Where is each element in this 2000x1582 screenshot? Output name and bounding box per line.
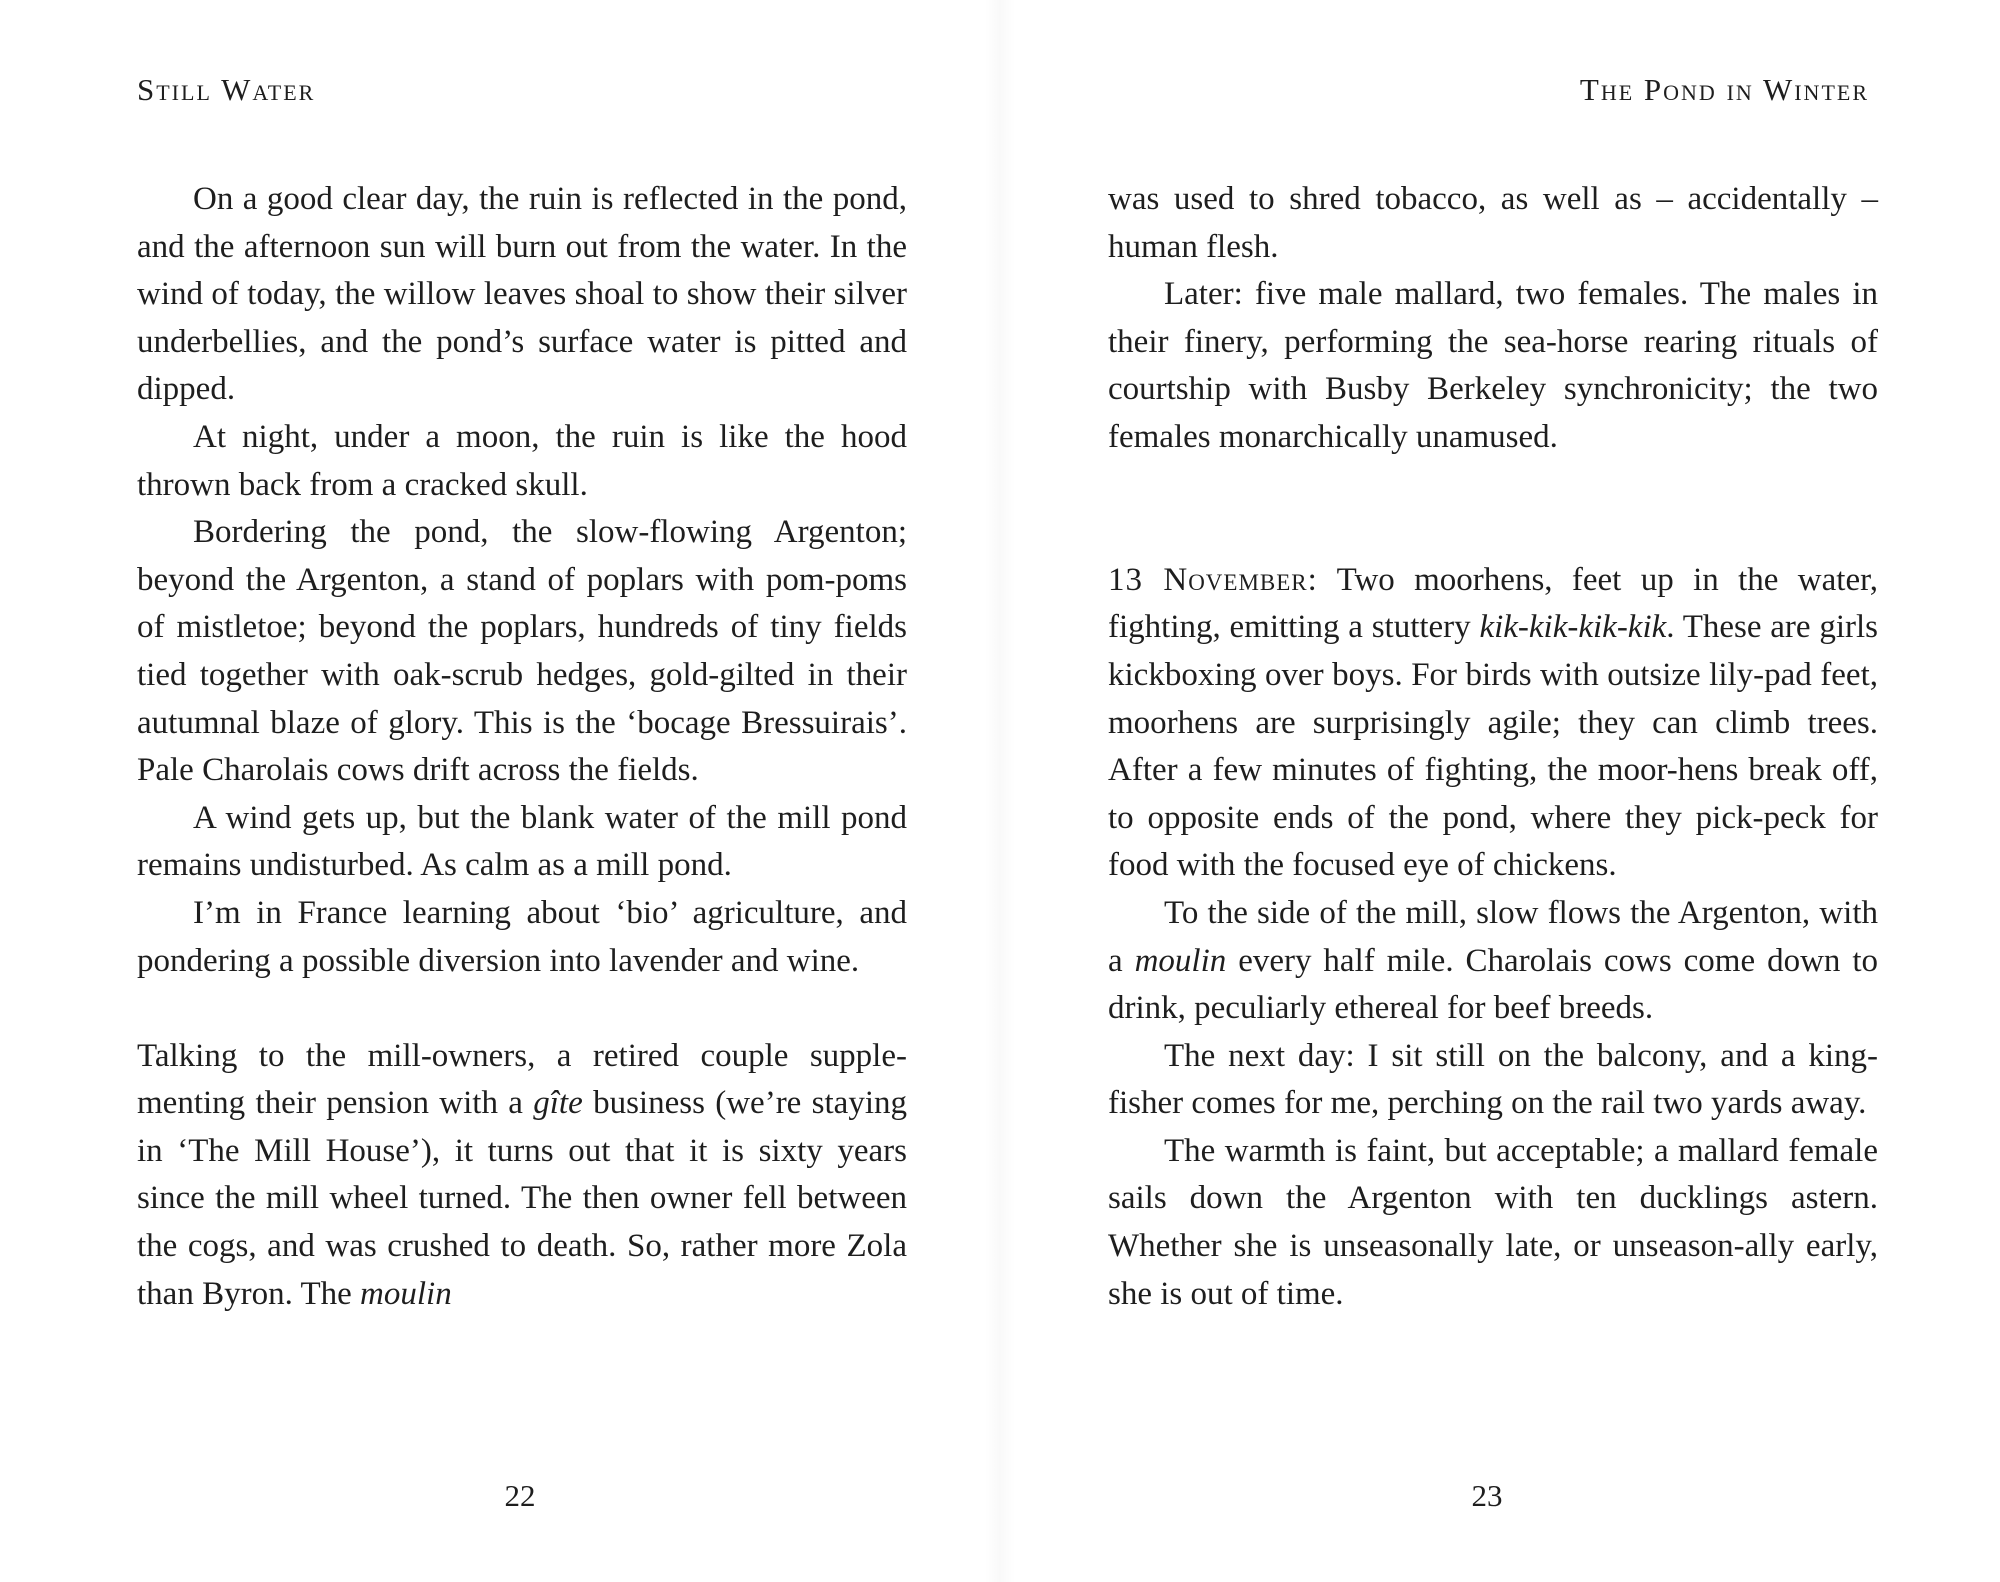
right-page <box>1000 0 2000 1582</box>
text-run: To the side of the mill, slow flows the Argenton, with a <box>1108 894 1878 979</box>
running-head-right: The Pond in Winter <box>1579 72 1869 107</box>
paragraph: The warmth is faint, but acceptable; a mallard female sails down the Argenton with ten ducklings astern. Whether she is unseasonally late, or unseason-ally early, she is out of time. <box>1108 1132 1878 1312</box>
paragraph: On a good clear day, the ruin is reflected in the pond, and the afternoon sun will burn out from the water. In the wind of today, the willow leaves shoal to show their silver underbellies, and the pond’s surface water is pitted and dipped. <box>137 181 907 408</box>
page-number-left: 22 <box>504 1478 536 1513</box>
text-run: . These are girls kickboxing over boys. For birds with outsize lily-pad feet, moorhens are surprisingly agile; they can climb trees. After a few minutes of fighting, the moor-hens break off, to opposite ends of the pond, where they pick-peck for food with the focused eye of chickens. <box>1108 609 1878 884</box>
italic-term: gîte <box>533 1085 583 1122</box>
italic-term: moulin <box>360 1275 452 1312</box>
paragraph <box>1108 890 1878 1033</box>
page-number-right: 23 <box>1471 1478 1503 1513</box>
paragraph <box>137 1033 907 1319</box>
italic-term: kik-kik-kik-kik <box>1479 609 1667 646</box>
paragraph: A wind gets up, but the blank water of the mill pond remains undisturbed. As calm as a mill pond. <box>137 799 907 884</box>
paragraph: Later: five male mallard, two females. The males in their finery, performing the sea-horse rearing rituals of courtship with Busby Berkeley synchronicity; the two females monarchically unamused. <box>1108 276 1878 455</box>
paragraph: Bordering the pond, the slow-flowing Argenton; beyond the Argenton, a stand of poplars with pom-poms of mistletoe; beyond the poplars, hundreds of tiny fields tied together with oak-scrub hedges, gold-gilted in their autumnal blaze of glory. This is the ‘bocage Bressuirais’. Pale Charolais cows drift across the fields. <box>137 514 907 789</box>
right-text-block <box>1108 176 1878 1318</box>
text-run: Talking to the mill-owners, a retired couple supple-menting their pension with a <box>137 1037 907 1122</box>
left-text-block <box>137 176 907 1318</box>
text-run: business (we’re staying in ‘The Mill House’), it turns out that it is sixty years since the mill wheel turned. The then owner fell between the cogs, and was crushed to death. So, rather more Zola than Byron. The <box>137 1085 907 1312</box>
paragraph: was used to shred tobacco, as well as – accidentally – human flesh. <box>1108 181 1878 265</box>
paragraph: At night, under a moon, the ruin is like the hood thrown back from a cracked skull. <box>137 418 907 503</box>
running-head-left: Still Water <box>137 72 316 107</box>
text-run: every half mile. Charolais cows come down to drink, peculiarly ethereal for beef breeds. <box>1108 942 1878 1027</box>
paragraph: I’m in France learning about ‘bio’ agriculture, and pondering a possible diversion into lavender and wine. <box>137 894 907 979</box>
diary-entry <box>1108 557 1878 890</box>
paragraph: The next day: I sit still on the balcony, and a king-fisher comes for me, perching on the rail two yards away. <box>1108 1037 1878 1122</box>
text-run: Two moorhens, feet up in the water, fighting, emitting a stuttery <box>1108 561 1879 646</box>
entry-date: 13 November: <box>1108 561 1318 598</box>
italic-term: moulin <box>1134 942 1227 979</box>
